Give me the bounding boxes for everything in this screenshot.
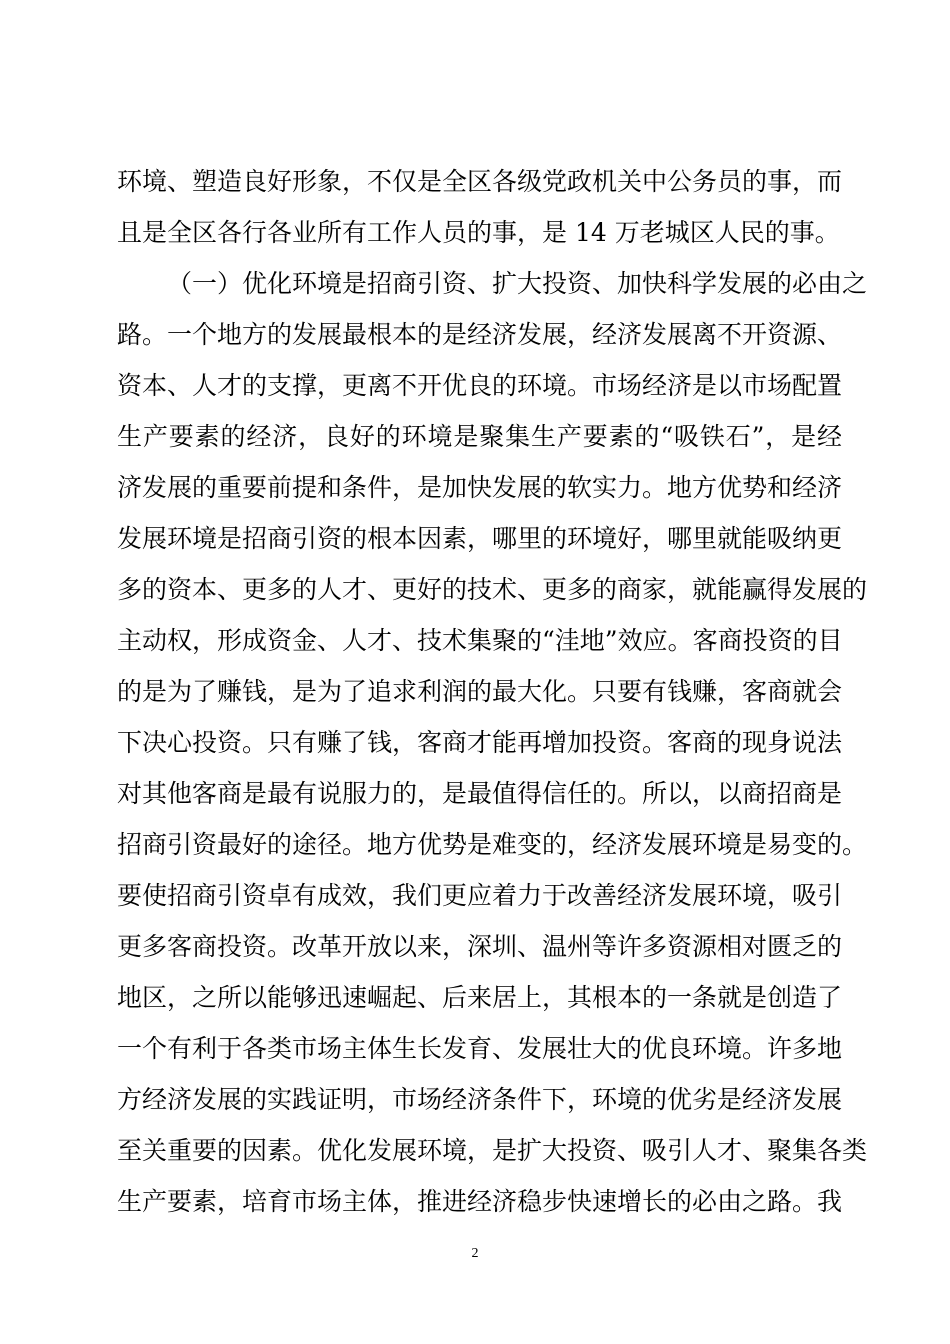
body-text-line: 且是全区各行各业所有工作人员的事，是 14 万老城区人民的事。 (117, 218, 840, 247)
body-text-line: 环境、塑造良好形象，不仅是全区各级党政机关中公务员的事，而 (117, 167, 843, 196)
body-text-line: 生产要素，培育市场主体，推进经济稳步快速增长的必由之路。我 (117, 1187, 843, 1216)
body-text-line: 对其他客商是最有说服力的，是最值得信任的。所以，以商招商是 (117, 779, 843, 808)
page-number: 2 (471, 1246, 479, 1261)
body-text-line: 主动权，形成资金、人才、技术集聚的“洼地”效应。客商投资的目 (117, 626, 843, 655)
body-text-line: 至关重要的因素。优化发展环境，是扩大投资、吸引人才、聚集各类 (117, 1136, 868, 1165)
body-text-line: 济发展的重要前提和条件，是加快发展的软实力。地方优势和经济 (117, 473, 843, 502)
body-text-line: 更多客商投资。改革开放以来，深圳、温州等许多资源相对匮乏的 (117, 932, 843, 961)
body-text-line: 路。一个地方的发展最根本的是经济发展，经济发展离不开资源、 (117, 320, 843, 349)
body-text-line: 地区，之所以能够迅速崛起、后来居上，其根本的一条就是创造了 (117, 983, 843, 1012)
body-text-line: 资本、人才的支撑，更离不开优良的环境。市场经济是以市场配置 (117, 371, 843, 400)
body-text-line: 一个有利于各类市场主体生长发育、发展壮大的优良环境。许多地 (117, 1034, 843, 1063)
body-text-line: 招商引资最好的途径。地方优势是难变的，经济发展环境是易变的。 (117, 830, 868, 859)
body-text-line: 发展环境是招商引资的根本因素，哪里的环境好，哪里就能吸纳更 (117, 524, 843, 553)
body-text-line: 生产要素的经济，良好的环境是聚集生产要素的“吸铁石”，是经 (117, 422, 842, 451)
body-text-line: 的是为了赚钱，是为了追求利润的最大化。只要有钱赚，客商就会 (117, 677, 843, 706)
body-text-line: 方经济发展的实践证明，市场经济条件下，环境的优劣是经济发展 (117, 1085, 843, 1114)
body-text-line: 下决心投资。只有赚了钱，客商才能再增加投资。客商的现身说法 (117, 728, 843, 757)
body-text-line: 多的资本、更多的人才、更好的技术、更多的商家，就能赢得发展的 (117, 575, 868, 604)
section-heading-line: （一）优化环境是招商引资、扩大投资、加快科学发展的必由之 (167, 269, 868, 298)
body-text-line: 要使招商引资卓有成效，我们更应着力于改善经济发展环境，吸引 (117, 881, 843, 910)
